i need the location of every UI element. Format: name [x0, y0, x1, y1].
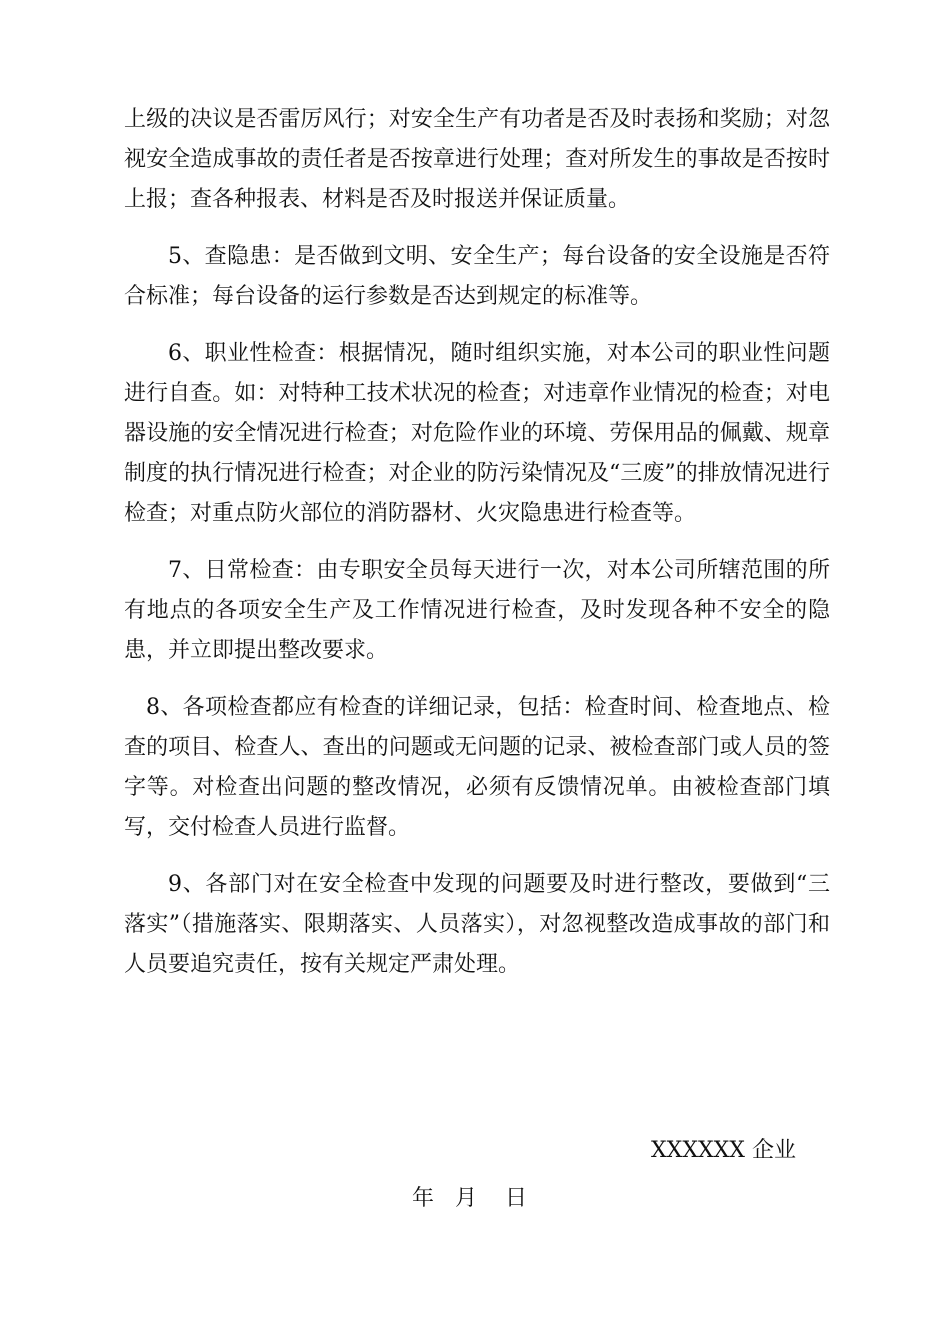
company-signature: XXXXXX 企业 — [651, 1138, 796, 1163]
paragraph-gap — [124, 317, 830, 334]
paragraph-item-6: 6、职业性检查：根据情况，随时组织实施，对本公司的职业性问题进行自查。如：对特种工技术状况的检查；对违章作业情况的检查；对电器设施的安全情况进行检查；对危险作业的环境、劳保用品的佩戴、规章制度的执行情况进行检查；对企业的防污染情况及“三废”的排放情况进行检查；对重点防火部位的消防器材、火灾隐患进行检查等。 — [124, 341, 830, 526]
paragraph-gap — [124, 534, 830, 551]
paragraph-item-9: 9、各部门对在安全检查中发现的问题要及时进行整改，要做到“三落实”（措施落实、限期落实、人员落实），对忽视整改造成事故的部门和人员要追究责任，按有关规定严肃处理。 — [124, 872, 830, 977]
paragraph-continued: 上级的决议是否雷厉风行；对安全生产有功者是否及时表扬和奖励；对忽视安全造成事故的责任者是否按章进行处理；查对所发生的事故是否按时上报；查各种报表、材料是否及时报送并保证质量。 — [124, 107, 830, 212]
signature-date: 年 月 日 — [412, 1186, 527, 1211]
paragraph-gap — [124, 220, 830, 237]
document-body — [124, 100, 830, 985]
paragraph-gap — [124, 671, 830, 688]
paragraph-item-5: 5、查隐患：是否做到文明、安全生产；每台设备的安全设施是否符合标准；每台设备的运行参数是否达到规定的标准等。 — [124, 244, 830, 309]
paragraph-item-7: 7、日常检查：由专职安全员每天进行一次，对本公司所辖范围的所有地点的各项安全生产及工作情况进行检查，及时发现各种不安全的隐患，并立即提出整改要求。 — [124, 558, 830, 663]
paragraph-gap — [124, 848, 830, 865]
paragraph-item-8: 8、各项检查都应有检查的详细记录，包括：检查时间、检查地点、检查的项目、检查人、查出的问题或无问题的记录、被检查部门或人员的签字等。对检查出问题的整改情况，必须有反馈情况单。由被检查部门填写，交付检查人员进行监督。 — [124, 695, 830, 840]
